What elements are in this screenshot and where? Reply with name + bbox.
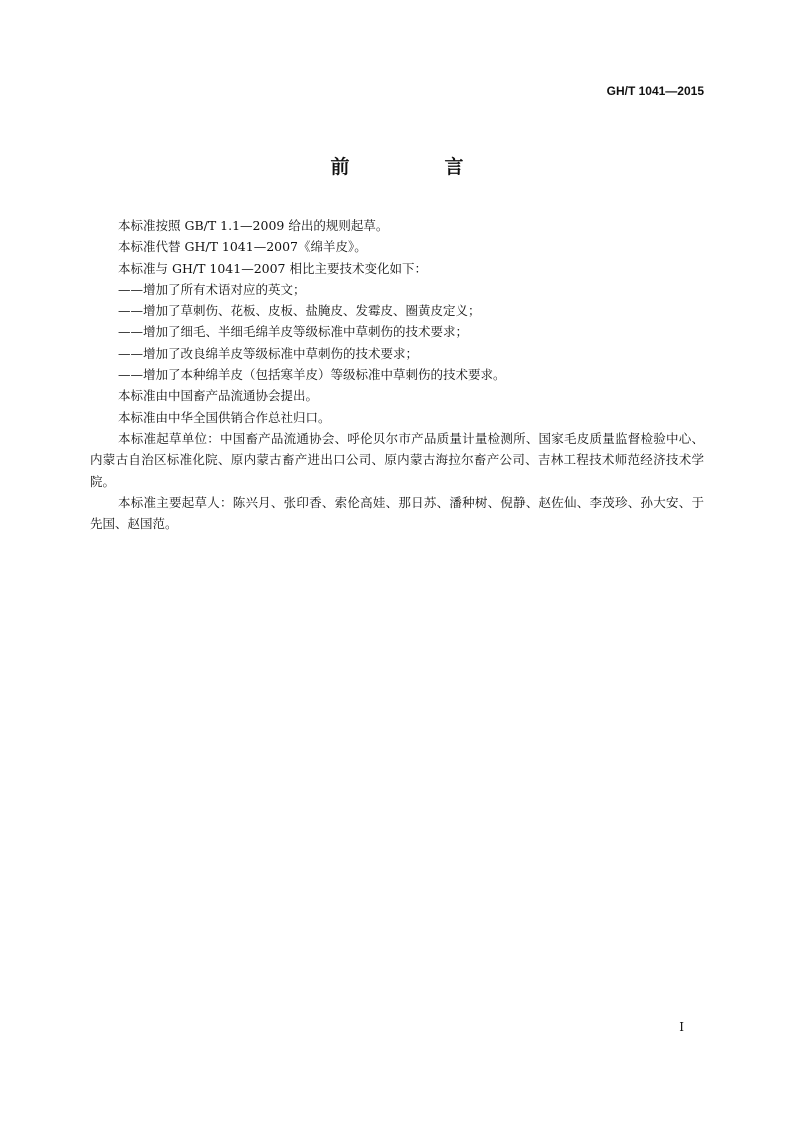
paragraph: 本标准由中国畜产品流通协会提出。 — [118, 388, 319, 404]
paragraph: 本标准与 GH/T 1041—2007 相比主要技术变化如下： — [118, 260, 427, 276]
list-item: ——增加了本种绵羊皮（包括寒羊皮）等级标准中草刺伤的技术要求。 — [118, 367, 506, 383]
paragraph: 本标准按照 GB/T 1.1—2009 给出的规则起草。 — [118, 218, 389, 233]
drafters: 本标准主要起草人：陈兴月、张印香、索伦高娃、那日苏、潘种树、倪静、赵佐仙、李茂珍、孙大安、于先国、赵国范。 — [90, 494, 704, 532]
list-item: ——增加了细毛、半细毛绵羊皮等级标准中草刺伤的技术要求； — [118, 324, 469, 340]
drafting-units: 本标准起草单位：中国畜产品流通协会、呼伦贝尔市产品质量计量检测所、国家毛皮质量监督检验中心、内蒙古自治区标准化院、原内蒙古畜产进出口公司、原内蒙古海拉尔畜产公司、吉林工程技术师范经济技术学院。 — [90, 430, 704, 489]
page-title: 前 言 — [330, 156, 502, 178]
paragraph: 本标准由中华全国供销合作总社归口。 — [118, 409, 331, 425]
list-item: ——增加了改良绵羊皮等级标准中草刺伤的技术要求； — [118, 345, 419, 361]
foreword-body — [90, 215, 704, 534]
page-number: I — [679, 1020, 684, 1034]
paragraph: 本标准代替 GH/T 1041—2007《绵羊皮》。 — [118, 239, 367, 255]
standard-code: GH/T 1041—2015 — [606, 84, 704, 98]
list-item: ——增加了所有术语对应的英文； — [118, 281, 306, 297]
list-item: ——增加了草刺伤、花板、皮板、盐腌皮、发霉皮、圈黄皮定义； — [118, 303, 481, 319]
